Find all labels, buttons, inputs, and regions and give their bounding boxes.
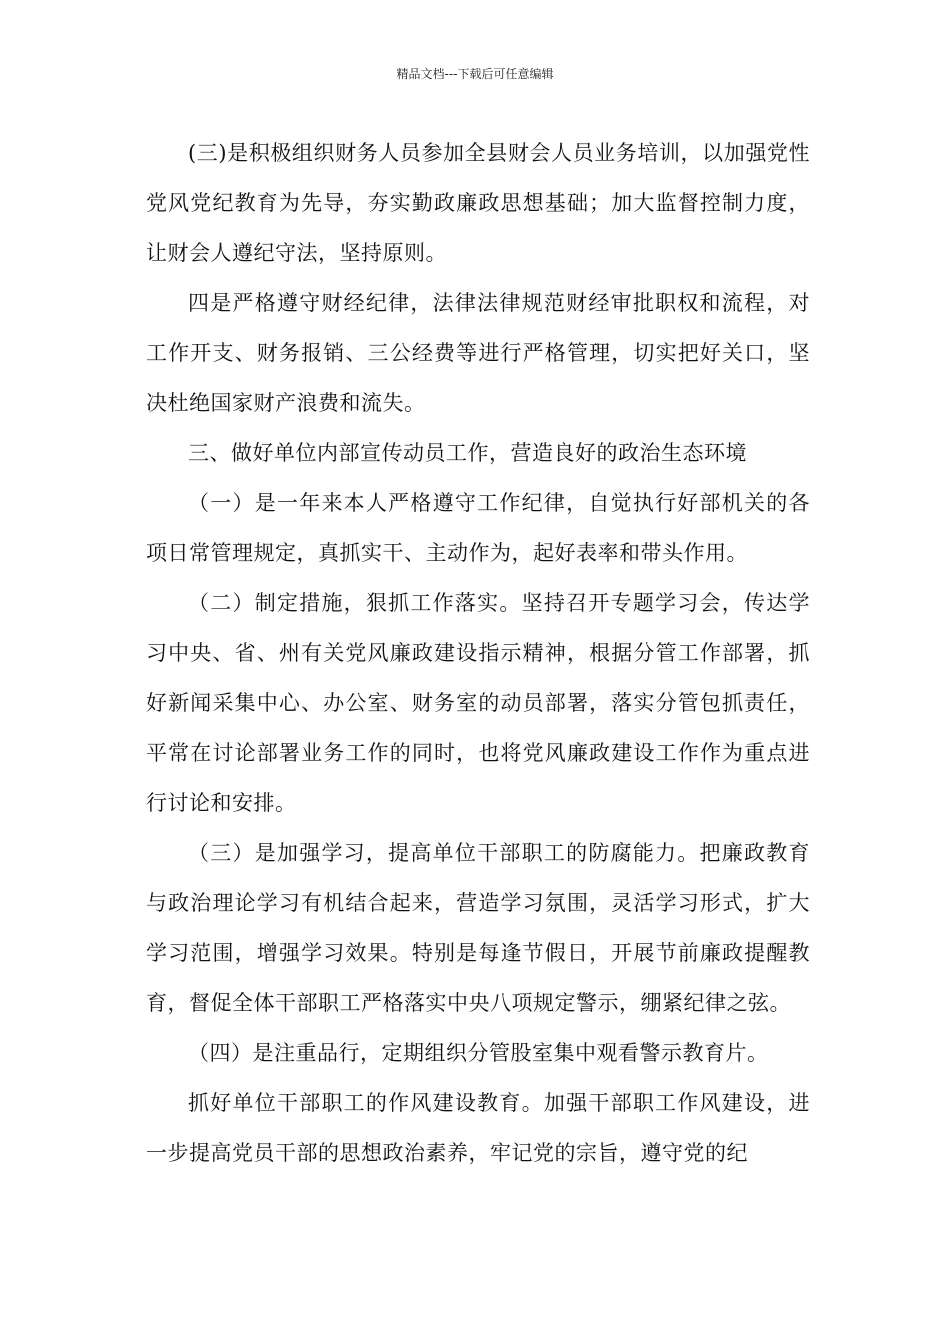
paragraph: （一）是一年来本人严格遵守工作纪律，自觉执行好部机关的各项日常管理规定，真抓实干、主动作为，起好表率和带头作用。 [146, 491, 810, 565]
paragraph: 四是严格遵守财经纪律，法律法律规范财经审批职权和流程，对工作开支、财务报销、三公经费等进行严格管理，切实把好关口，坚决杜绝国家财产浪费和流失。 [146, 291, 810, 415]
paragraph: (三)是积极组织财务人员参加全县财会人员业务培训，以加强党性党风党纪教育为先导，夯实勤政廉政思想基础；加大监督控制力度，让财会人遵纪守法，坚持原则。 [146, 141, 810, 265]
paragraph: （三）是加强学习，提高单位干部职工的防腐能力。把廉政教育与政治理论学习有机结合起来，营造学习氛围，灵活学习形式，扩大学习范围，增强学习效果。特别是每逢节假日，开展节前廉政提醒教育，督促全体干部职工严格落实中央八项规定警示，绷紧纪律之弦。 [146, 841, 810, 1015]
paragraph: （四）是注重品行，定期组织分管股室集中观看警示教育片。 [188, 1041, 769, 1065]
paragraph: 抓好单位干部职工的作风建设教育。加强干部职工作风建设，进一步提高党员干部的思想政治素养，牢记党的宗旨，遵守党的纪 [146, 1091, 810, 1165]
paragraph: （二）制定措施，狠抓工作落实。坚持召开专题学习会，传达学习中央、省、州有关党风廉政建设指示精神，根据分管工作部署，抓好新闻采集中心、办公室、财务室的动员部署，落实分管包抓责任，平常在讨论部署业务工作的同时，也将党风廉政建设工作作为重点进行讨论和安排。 [146, 591, 810, 815]
document-body [146, 128, 810, 1178]
section-heading: 三、做好单位内部宣传动员工作，营造良好的政治生态环境 [188, 441, 747, 465]
page-header: 精品文档---下载后可任意编辑 [396, 67, 554, 81]
